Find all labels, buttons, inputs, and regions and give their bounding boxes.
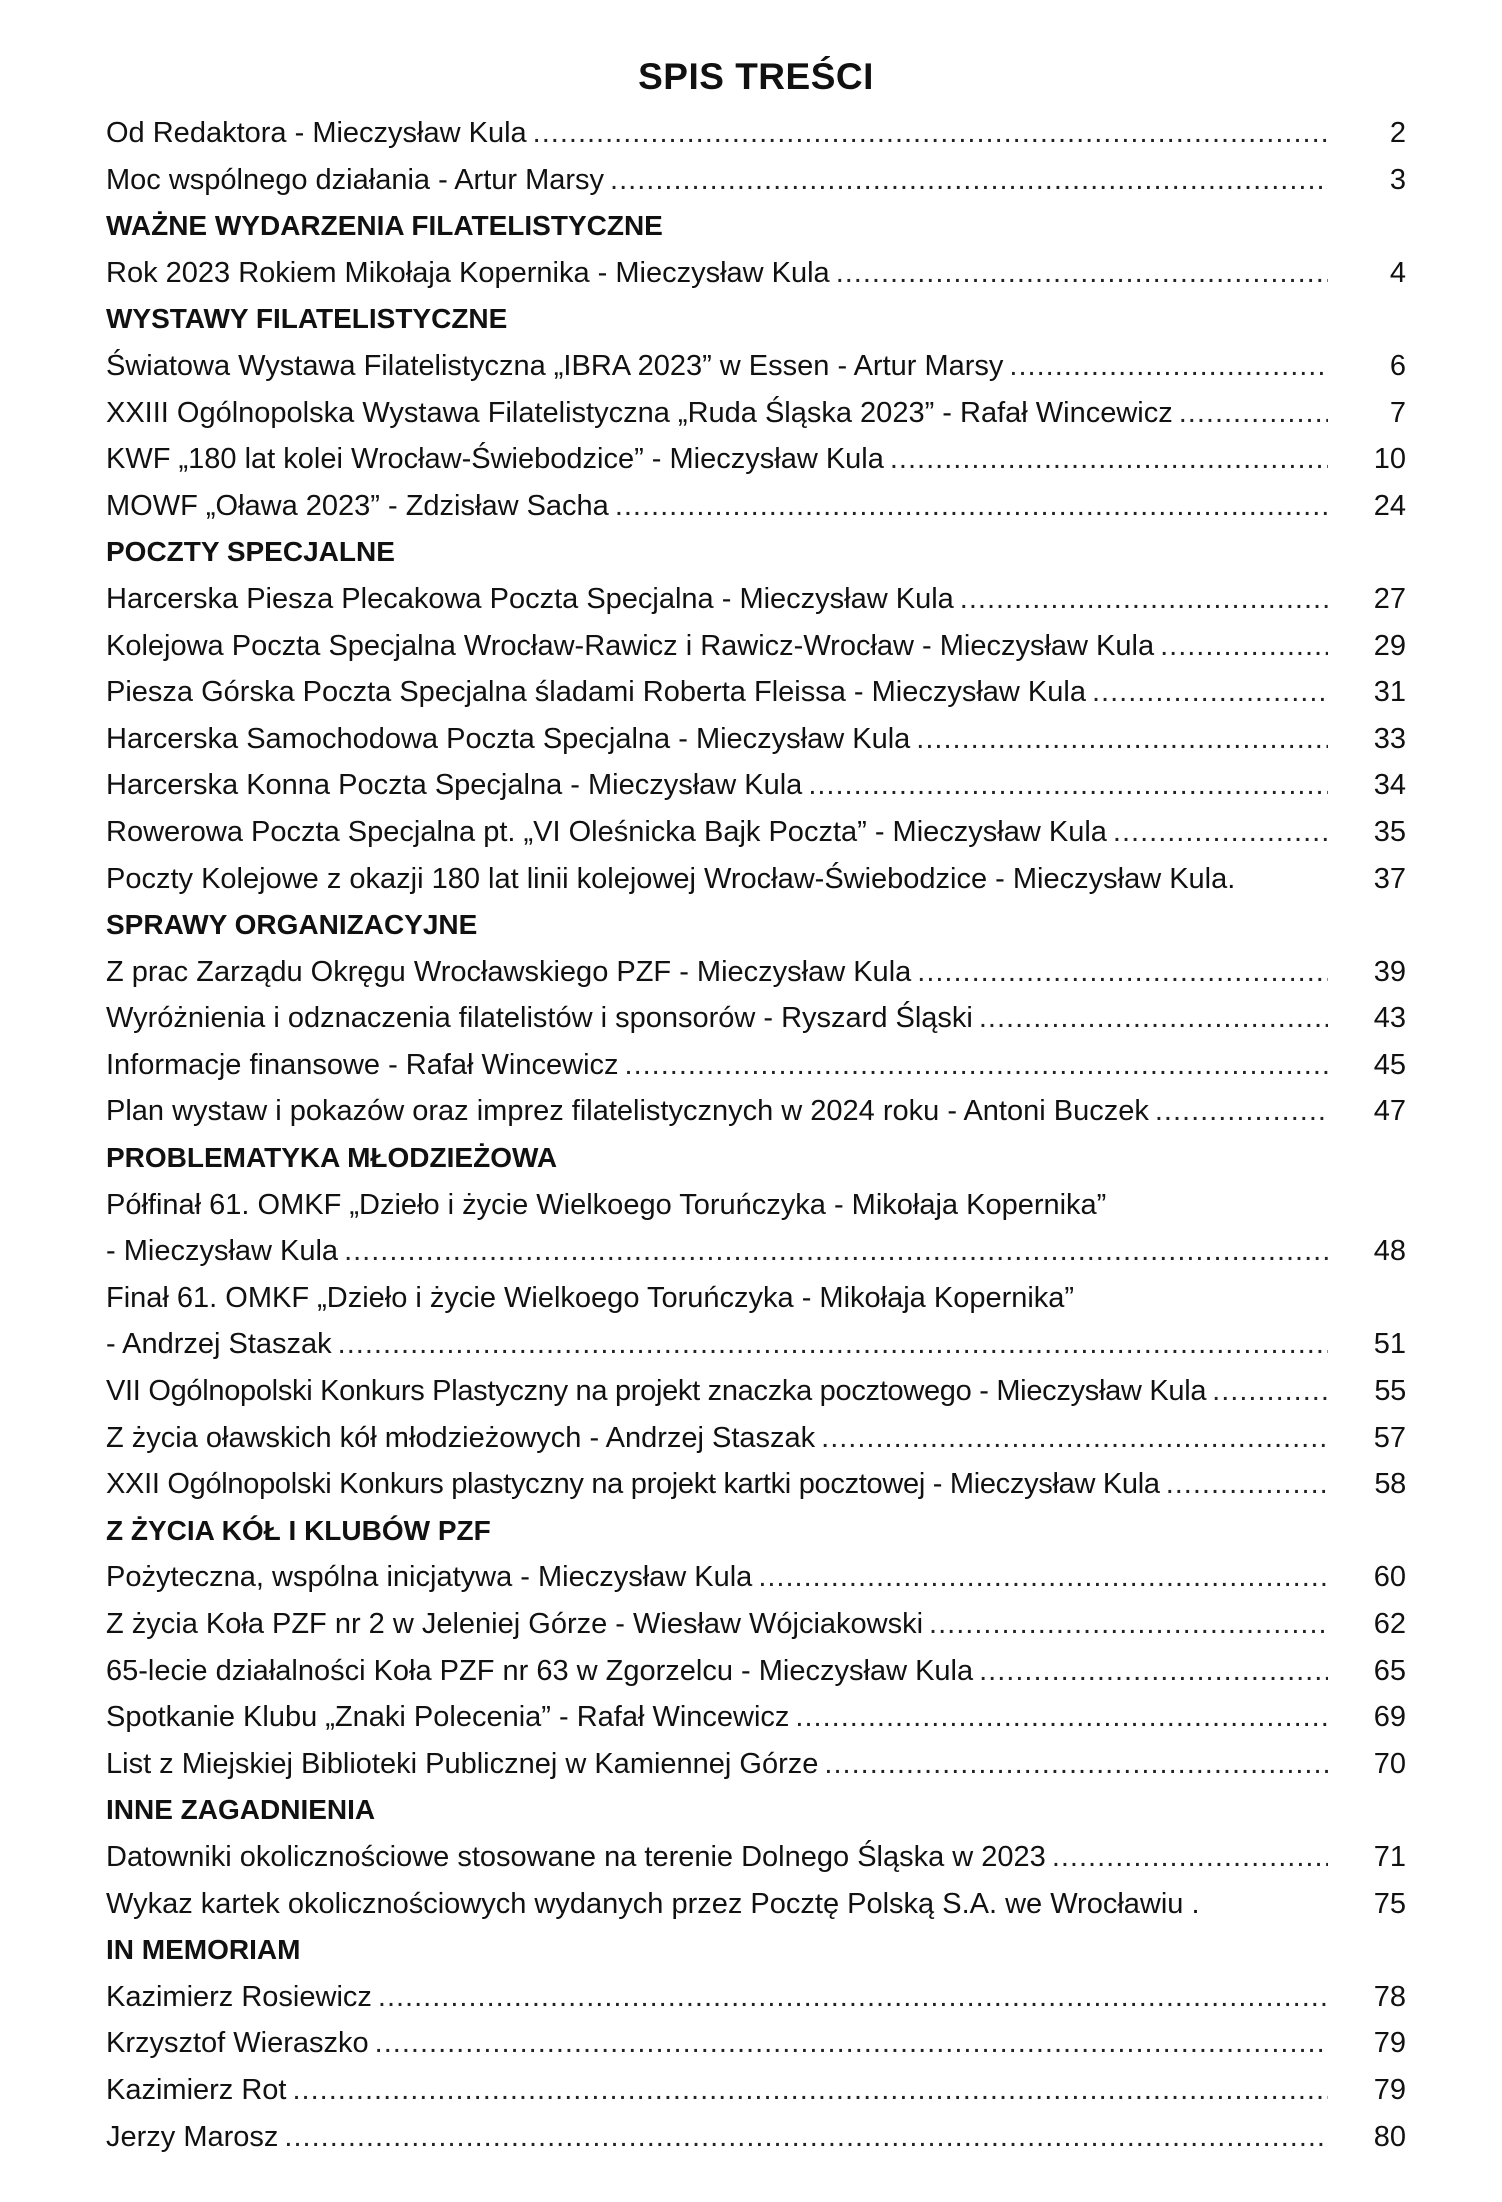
toc-entry [106, 1741, 1406, 1788]
toc-entry-title: - Mieczysław Kula [106, 1235, 339, 1268]
toc-entry-title: Poczty Kolejowe z okazji 180 lat linii kolejowej Wrocław-Świebodzice - Mieczysław Kula. [106, 862, 1236, 895]
toc-entry-title: VII Ogólnopolski Konkurs Plastyczny na projekt znaczka pocztowego - Mieczysław Kula [106, 1375, 1207, 1408]
dot-leader [758, 1554, 1328, 1601]
toc-entry [106, 1042, 1406, 1089]
toc-page-number: 3 [1389, 163, 1406, 196]
toc-entry-title: Datowniki okolicznościowe stosowane na terenie Dolnego Śląska w 2023 [106, 1840, 1046, 1873]
toc-entry [106, 856, 1406, 903]
page-title: SPIS TREŚCI [638, 56, 874, 97]
toc-entry [106, 2020, 1406, 2067]
toc-page-number: 79 [1373, 2027, 1406, 2060]
toc-entry [106, 1321, 1406, 1368]
dot-leader [344, 1228, 1328, 1275]
toc-entry [106, 2067, 1406, 2114]
toc-section-heading: WAŻNE WYDARZENIA FILATELISTYCZNE [106, 210, 663, 242]
dot-leader [979, 1648, 1328, 1695]
toc-entry-title: Harcerska Piesza Plecakowa Poczta Specjalna - Mieczysław Kula [106, 582, 954, 615]
toc-entry [106, 1694, 1406, 1741]
dot-leader [338, 1321, 1328, 1368]
toc-entry-title: Z prac Zarządu Okręgu Wrocławskiego PZF - Mieczysław Kula [106, 955, 912, 988]
toc-entry [106, 949, 1406, 996]
toc-entry [106, 1415, 1406, 1462]
toc-page-number: 39 [1373, 955, 1406, 988]
dot-leader [1179, 390, 1328, 437]
toc-entry [106, 1974, 1406, 2021]
toc-entry [106, 1648, 1406, 1695]
toc-entry-title: Rowerowa Poczta Specjalna pt. „VI Oleśnicka Bajk Poczta” - Mieczysław Kula [106, 815, 1107, 848]
toc-page-number: 48 [1373, 1235, 1406, 1268]
dot-leader [808, 762, 1328, 809]
dot-leader [284, 2114, 1328, 2161]
toc-entry [106, 343, 1406, 390]
toc-entry-title: Harcerska Konna Poczta Specjalna - Mieczysław Kula [106, 769, 803, 802]
toc-entry-title: Harcerska Samochodowa Poczta Specjalna - Mieczysław Kula [106, 722, 911, 755]
toc-section-heading: WYSTAWY FILATELISTYCZNE [106, 303, 508, 335]
dot-leader [836, 250, 1328, 297]
dot-leader [1160, 623, 1328, 670]
toc-entry [106, 2114, 1406, 2161]
toc-page-number: 35 [1373, 815, 1406, 848]
toc-page-number: 62 [1373, 1608, 1406, 1640]
toc-page-number: 34 [1373, 769, 1406, 802]
toc-entry-title: 65-lecie działalności Koła PZF nr 63 w Zgorzelcu - Mieczysław Kula [106, 1654, 974, 1687]
toc-entry-title: MOWF „Oława 2023” - Zdzisław Sacha [106, 489, 609, 522]
toc-page-number: 79 [1373, 2073, 1406, 2106]
dot-leader [824, 1741, 1328, 1788]
dot-leader [929, 1601, 1328, 1648]
dot-leader [916, 716, 1328, 763]
toc-section-heading: IN MEMORIAM [106, 1934, 301, 1966]
toc-entry-title: Z życia Koła PZF nr 2 w Jeleniej Górze - Wiesław Wójciakowski [106, 1608, 924, 1640]
toc-entry-title: Informacje finansowe - Rafał Wincewicz [106, 1048, 619, 1081]
toc-page-number: 58 [1374, 1468, 1406, 1501]
dot-leader [293, 2067, 1329, 2114]
toc-entry-title: Spotkanie Klubu „Znaki Polecenia” - Rafał Wincewicz [106, 1701, 790, 1734]
toc-page-number: 2 [1389, 117, 1406, 149]
toc-page-number: 6 [1389, 349, 1406, 382]
dot-leader [979, 995, 1328, 1042]
toc-entry [106, 390, 1406, 437]
toc-entry [106, 716, 1406, 763]
dot-leader [1009, 343, 1328, 390]
toc-entry [106, 436, 1406, 483]
toc-page-number: 45 [1373, 1048, 1406, 1081]
dot-leader [378, 1974, 1328, 2021]
toc-entry-title: KWF „180 lat kolei Wrocław-Świebodzice” - Mieczysław Kula [106, 443, 884, 476]
toc-page-number: 75 [1373, 1887, 1406, 1920]
toc-page-number: 10 [1373, 443, 1406, 476]
toc-entry-title: Rok 2023 Rokiem Mikołaja Kopernika - Mieczysław Kula [106, 256, 830, 289]
toc-entry [106, 809, 1406, 856]
dot-leader [795, 1694, 1328, 1741]
toc-entry-title: Jerzy Marosz [106, 2120, 279, 2153]
toc-entry-title: Światowa Wystawa Filatelistyczna „IBRA 2023” w Essen - Artur Marsy [106, 349, 1004, 382]
toc-section-heading: PROBLEMATYKA MŁODZIEŻOWA [106, 1142, 558, 1174]
toc-page-number: 31 [1373, 676, 1406, 709]
toc-entry-title: Od Redaktora - Mieczysław Kula [106, 117, 527, 149]
toc-entry [106, 250, 1406, 297]
toc-entry-title: Kazimierz Rot [106, 2073, 287, 2106]
toc-entry [106, 1228, 1406, 1275]
dot-leader [890, 436, 1328, 483]
toc-section-heading: SPRAWY ORGANIZACYJNE [106, 909, 478, 941]
dot-leader [1212, 1368, 1328, 1415]
toc-page-number: 4 [1389, 256, 1406, 289]
dot-leader [1166, 1461, 1328, 1508]
toc-page-number: 60 [1373, 1561, 1406, 1594]
toc-entry-title: Krzysztof Wieraszko [106, 2027, 369, 2060]
toc-page-number: 43 [1373, 1002, 1406, 1035]
toc-section-heading: POCZTY SPECJALNE [106, 536, 395, 568]
toc-entry [106, 1461, 1406, 1508]
dot-leader [625, 1042, 1328, 1089]
toc-entry-title-line: Półfinał 61. OMKF „Dzieło i życie Wielkoego Toruńczyka - Mikołaja Kopernika” [106, 1188, 1107, 1221]
toc-entry [106, 1368, 1406, 1415]
dot-leader [960, 576, 1328, 623]
toc-entry-title: XXII Ogólnopolski Konkurs plastyczny na projekt kartki pocztowej - Mieczysław Kula [106, 1468, 1160, 1501]
toc-entry [106, 995, 1406, 1042]
toc-entry-title: Wykaz kartek okolicznościowych wydanych przez Pocztę Polską S.A. we Wrocławiu . [106, 1887, 1200, 1920]
toc-entry [106, 110, 1406, 157]
toc-page-number: 57 [1373, 1421, 1406, 1454]
toc-page-number: 24 [1373, 489, 1406, 522]
toc-entry-title: Z życia oławskich kół młodzieżowych - Andrzej Staszak [106, 1421, 816, 1454]
toc-entry-title-line: Finał 61. OMKF „Dzieło i życie Wielkoego Toruńczyka - Mikołaja Kopernika” [106, 1281, 1075, 1314]
toc-entry-title: Pożyteczna, wspólna inicjatywa - Mieczysław Kula [106, 1561, 753, 1594]
dot-leader [533, 110, 1328, 157]
toc-page-number: 71 [1373, 1840, 1406, 1873]
toc-entry [106, 1601, 1406, 1648]
toc-entry [106, 1088, 1406, 1135]
toc-entry [106, 762, 1406, 809]
toc-entry-title: Wyróżnienia i odznaczenia filatelistów i sponsorów - Ryszard Śląski [106, 1002, 973, 1035]
dot-leader [375, 2020, 1328, 2067]
toc-page-number: 37 [1373, 862, 1406, 895]
toc-entry [106, 157, 1406, 204]
toc-page-number: 65 [1373, 1654, 1406, 1687]
toc-entry-title: Kolejowa Poczta Specjalna Wrocław-Rawicz i Rawicz-Wrocław - Mieczysław Kula [106, 629, 1155, 662]
toc-page-number: 33 [1373, 722, 1406, 755]
toc-entry [106, 669, 1406, 716]
table-of-contents [106, 110, 1406, 2160]
dot-leader [1113, 809, 1328, 856]
dot-leader [1155, 1088, 1328, 1135]
toc-entry [106, 623, 1406, 670]
dot-leader [615, 483, 1328, 530]
toc-section-heading: INNE ZAGADNIENIA [106, 1794, 376, 1826]
toc-page-number: 27 [1373, 582, 1406, 615]
toc-entry-title: Moc wspólnego działania - Artur Marsy [106, 163, 605, 196]
toc-entry-title: Piesza Górska Poczta Specjalna śladami Roberta Fleissa - Mieczysław Kula [106, 676, 1086, 709]
toc-entry [106, 1881, 1406, 1928]
dot-leader [610, 157, 1328, 204]
toc-entry-title: Kazimierz Rosiewicz [106, 1980, 372, 2013]
toc-page-number: 7 [1389, 396, 1406, 429]
dot-leader [821, 1415, 1328, 1462]
dot-leader [917, 949, 1328, 996]
toc-section-heading: Z ŻYCIA KÓŁ I KLUBÓW PZF [106, 1514, 491, 1546]
toc-page-number: 69 [1373, 1701, 1406, 1734]
dot-leader [1092, 669, 1328, 716]
toc-page-number: 29 [1373, 629, 1406, 662]
toc-entry [106, 576, 1406, 623]
toc-entry [106, 1834, 1406, 1881]
toc-page-number: 51 [1373, 1328, 1406, 1361]
toc-page-number: 78 [1373, 1980, 1406, 2013]
toc-page-number: 80 [1373, 2120, 1406, 2153]
toc-entry-title: Plan wystaw i pokazów oraz imprez filatelistycznych w 2024 roku - Antoni Buczek [106, 1095, 1149, 1128]
toc-entry-title: List z Miejskiej Biblioteki Publicznej w Kamiennej Górze [106, 1747, 819, 1780]
toc-entry-title: XXIII Ogólnopolska Wystawa Filatelistyczna „Ruda Śląska 2023” - Rafał Wincewicz [106, 396, 1173, 429]
toc-entry-title: - Andrzej Staszak [106, 1328, 332, 1361]
dot-leader [1052, 1834, 1328, 1881]
toc-page-number: 47 [1373, 1095, 1406, 1128]
toc-page-number: 70 [1373, 1747, 1406, 1780]
toc-page-number: 55 [1374, 1375, 1406, 1408]
toc-entry [106, 1554, 1406, 1601]
toc-entry [106, 483, 1406, 530]
